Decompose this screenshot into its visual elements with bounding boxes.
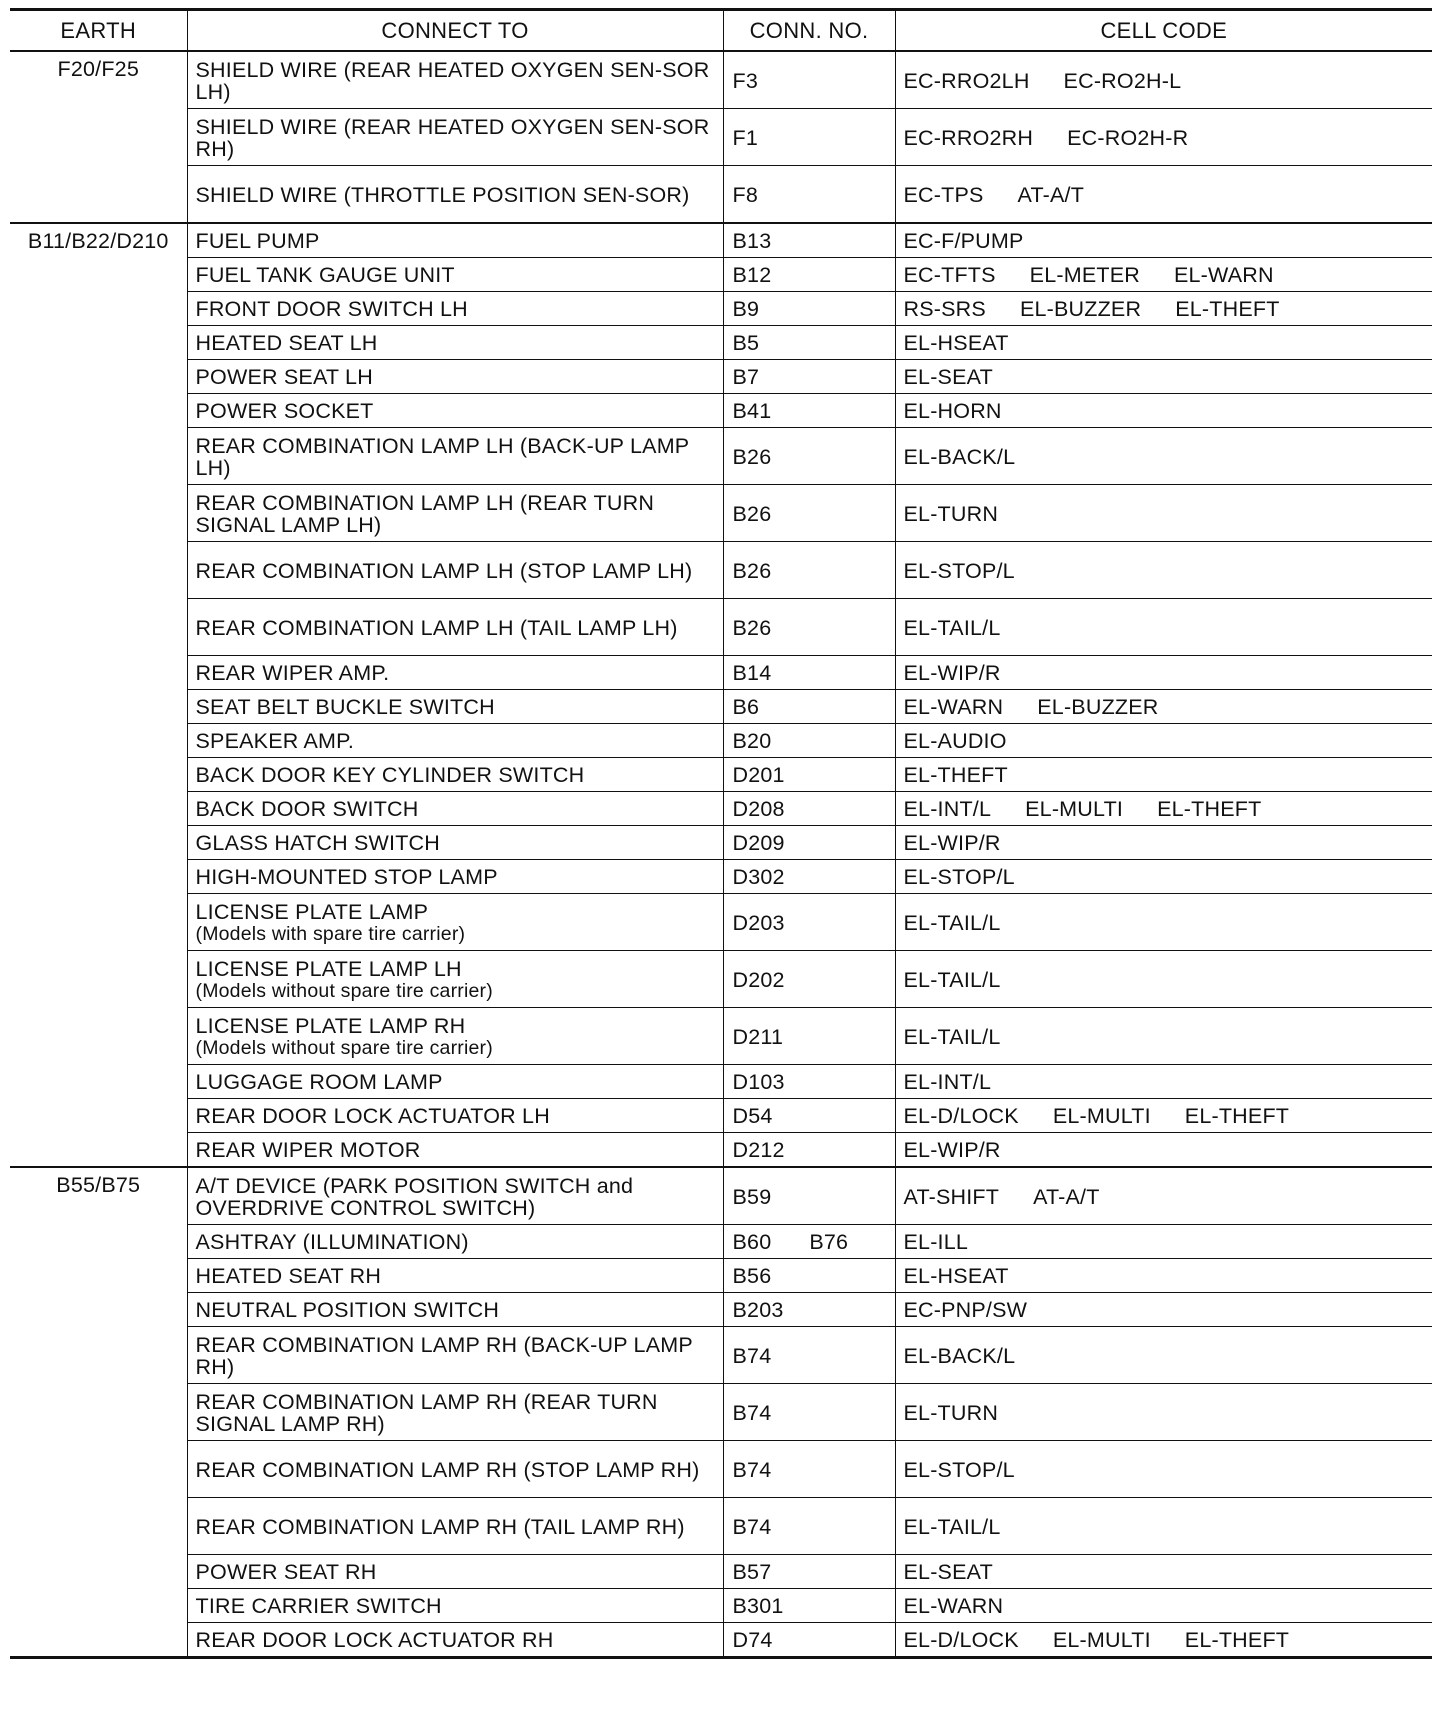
table-body (10, 51, 1432, 1658)
table-row (10, 326, 1432, 360)
cell-code: EL-BACK/L (903, 444, 1016, 469)
connector-number-cell (723, 656, 895, 690)
connector-number: D208 (732, 797, 785, 821)
connect-to-label: REAR COMBINATION LAMP RH (TAIL LAMP RH) (195, 1514, 685, 1539)
cell-code-cell (895, 656, 1432, 690)
cell-code-cell (895, 428, 1432, 485)
cell-code-cell (895, 1384, 1432, 1441)
table-row (10, 1167, 1432, 1225)
connect-to-cell (187, 894, 723, 951)
connector-number: D54 (732, 1104, 773, 1128)
cell-code: EL-STOP/L (903, 558, 1015, 583)
connect-to-label: REAR WIPER MOTOR (195, 1138, 421, 1162)
connector-number-cell (723, 1555, 895, 1589)
connect-to-cell (187, 1008, 723, 1065)
table-row (10, 223, 1432, 258)
connector-number: B20 (732, 729, 772, 753)
cell-code-cell (895, 894, 1432, 951)
earth-point-cell: F20/F25 (10, 51, 187, 223)
cell-code: EL-HSEAT (903, 1264, 1009, 1288)
connector-number-cell (723, 51, 895, 109)
connect-to-cell (187, 690, 723, 724)
cell-code: EL-AUDIO (903, 729, 1007, 753)
cell-code-cell (895, 1327, 1432, 1384)
cell-code: EC-RRO2LH (903, 68, 1030, 93)
cell-code-cell (895, 1133, 1432, 1168)
earth-connection-table (10, 8, 1432, 1659)
connect-to-label: SHIELD WIRE (THROTTLE POSITION SEN-SOR) (195, 182, 690, 207)
cell-code: AT-A/T (1017, 182, 1085, 207)
cell-code-cell (895, 394, 1432, 428)
connect-to-cell (187, 394, 723, 428)
connect-to-label: REAR COMBINATION LAMP LH (REAR TURN SIGNAL LAMP LH) (195, 490, 655, 537)
table-row (10, 485, 1432, 542)
cell-code: EC-RO2H-L (1063, 68, 1182, 93)
connector-number: D211 (732, 1024, 784, 1049)
cell-code: EL-THEFT (1184, 1628, 1290, 1652)
table-row (10, 1099, 1432, 1133)
table-row (10, 656, 1432, 690)
cell-code: EL-TAIL/L (903, 1024, 1001, 1049)
cell-code: EL-MULTI (1052, 1104, 1151, 1128)
connector-number-cell (723, 428, 895, 485)
cell-code-cell (895, 51, 1432, 109)
cell-code-cell (895, 166, 1432, 224)
connect-to-label: ASHTRAY (ILLUMINATION) (195, 1230, 469, 1254)
connector-number: B26 (732, 615, 772, 640)
connect-to-cell (187, 1133, 723, 1168)
connect-to-cell (187, 1259, 723, 1293)
cell-code: RS-SRS (903, 297, 986, 321)
cell-code: EC-TPS (903, 182, 984, 207)
connect-to-cell (187, 1065, 723, 1099)
table-row (10, 1225, 1432, 1259)
connect-to-label: LICENSE PLATE LAMP LH (195, 956, 462, 981)
connector-number-cell (723, 860, 895, 894)
connect-to-cell (187, 792, 723, 826)
connector-number: B14 (732, 661, 772, 685)
connector-number: D209 (732, 831, 785, 855)
table-row (10, 860, 1432, 894)
connect-to-label: POWER SOCKET (195, 399, 374, 423)
connect-to-label: SHIELD WIRE (REAR HEATED OXYGEN SEN-SOR RH) (195, 114, 710, 161)
connect-to-cell (187, 326, 723, 360)
cell-code: EL-METER (1029, 263, 1140, 287)
connector-number-cell (723, 109, 895, 166)
cell-code-cell (895, 292, 1432, 326)
connect-to-cell (187, 1225, 723, 1259)
cell-code-cell (895, 951, 1432, 1008)
connector-number: B74 (732, 1514, 772, 1539)
connect-to-label: REAR COMBINATION LAMP LH (TAIL LAMP LH) (195, 615, 678, 640)
cell-code-cell (895, 1441, 1432, 1498)
connector-number: D212 (732, 1138, 785, 1162)
cell-code: EL-THEFT (903, 763, 1008, 787)
cell-code: EL-TURN (903, 1400, 999, 1425)
connector-number: B74 (732, 1457, 772, 1482)
connector-number-cell (723, 690, 895, 724)
cell-code: EL-MULTI (1025, 797, 1124, 821)
connector-number-cell (723, 1623, 895, 1658)
cell-code: EL-THEFT (1184, 1104, 1290, 1128)
table-row (10, 51, 1432, 109)
cell-code-cell (895, 1623, 1432, 1658)
table-row (10, 258, 1432, 292)
connector-number-cell (723, 485, 895, 542)
cell-code-cell (895, 223, 1432, 258)
connect-to-cell (187, 223, 723, 258)
cell-code-cell (895, 1259, 1432, 1293)
connect-to-cell (187, 1498, 723, 1555)
connect-to-label: LUGGAGE ROOM LAMP (195, 1070, 443, 1094)
connector-number-cell (723, 1384, 895, 1441)
cell-code: EL-THEFT (1175, 297, 1280, 321)
connector-number-cell (723, 1327, 895, 1384)
connector-number-cell (723, 326, 895, 360)
connect-to-label: SEAT BELT BUCKLE SWITCH (195, 695, 495, 719)
connect-to-cell (187, 951, 723, 1008)
connect-to-cell (187, 1384, 723, 1441)
connector-number: B5 (732, 331, 760, 355)
cell-code-cell (895, 690, 1432, 724)
cell-code: EL-INT/L (903, 1070, 992, 1094)
connector-number-cell (723, 542, 895, 599)
connect-to-label: FUEL TANK GAUGE UNIT (195, 263, 455, 287)
cell-code-cell (895, 1225, 1432, 1259)
cell-code-cell (895, 1008, 1432, 1065)
connect-to-cell (187, 1441, 723, 1498)
connector-number-cell (723, 292, 895, 326)
header-conn-no: CONN. NO. (723, 10, 895, 52)
cell-code: EL-ILL (903, 1230, 969, 1254)
connect-to-cell (187, 758, 723, 792)
table-row (10, 428, 1432, 485)
cell-code: EL-TAIL/L (903, 967, 1001, 992)
connect-to-label: LICENSE PLATE LAMP RH (195, 1013, 466, 1038)
cell-code: EC-PNP/SW (903, 1298, 1028, 1322)
earth-point-cell: B11/B22/D210 (10, 223, 187, 1167)
connect-to-label: SPEAKER AMP. (195, 729, 355, 753)
cell-code: EL-TAIL/L (903, 910, 1001, 935)
connect-to-label: POWER SEAT RH (195, 1560, 377, 1584)
cell-code: EL-HSEAT (903, 331, 1009, 355)
connect-to-cell (187, 292, 723, 326)
table-row (10, 166, 1432, 224)
table-row (10, 1623, 1432, 1658)
cell-code: EL-WARN (1173, 263, 1274, 287)
connect-to-label: HIGH-MOUNTED STOP LAMP (195, 865, 498, 889)
cell-code-cell (895, 1555, 1432, 1589)
table-row (10, 292, 1432, 326)
connect-to-cell (187, 724, 723, 758)
cell-code: EL-WIP/R (903, 1138, 1001, 1162)
table-row (10, 826, 1432, 860)
cell-code: EL-SEAT (903, 365, 993, 389)
connector-number-cell (723, 1065, 895, 1099)
cell-code-cell (895, 542, 1432, 599)
header-connect-to: CONNECT TO (187, 10, 723, 52)
connector-number-cell (723, 792, 895, 826)
connect-to-cell (187, 109, 723, 166)
table-row (10, 1589, 1432, 1623)
connect-to-cell (187, 1167, 723, 1225)
cell-code: EL-THEFT (1157, 797, 1262, 821)
cell-code-cell (895, 826, 1432, 860)
connect-to-label: FUEL PUMP (195, 229, 320, 253)
connect-to-label: REAR COMBINATION LAMP LH (STOP LAMP LH) (195, 558, 693, 583)
connector-number-cell (723, 1225, 895, 1259)
table-row (10, 1327, 1432, 1384)
connect-to-label: REAR WIPER AMP. (195, 661, 390, 685)
connect-to-note: (Models without spare tire carrier) (195, 1036, 493, 1059)
connector-number-cell (723, 724, 895, 758)
table-row (10, 1441, 1432, 1498)
table-row (10, 724, 1432, 758)
connector-number-cell (723, 1167, 895, 1225)
connector-number: B26 (732, 444, 772, 469)
cell-code: EC-F/PUMP (903, 229, 1024, 253)
cell-code: AT-SHIFT (903, 1184, 1000, 1209)
table-row (10, 1498, 1432, 1555)
connect-to-cell (187, 1555, 723, 1589)
table-row (10, 1259, 1432, 1293)
connect-to-label: REAR DOOR LOCK ACTUATOR RH (195, 1628, 554, 1652)
cell-code: EL-TAIL/L (903, 615, 1001, 640)
header-cell-code: CELL CODE (895, 10, 1432, 52)
table-row (10, 1555, 1432, 1589)
connector-number-cell (723, 166, 895, 224)
connector-number: B26 (732, 501, 772, 526)
cell-code-cell (895, 258, 1432, 292)
connect-to-cell (187, 360, 723, 394)
connect-to-label: BACK DOOR SWITCH (195, 797, 419, 821)
table-row (10, 758, 1432, 792)
cell-code-cell (895, 758, 1432, 792)
connector-number: B9 (732, 297, 760, 321)
connect-to-cell (187, 542, 723, 599)
cell-code: EL-INT/L (903, 797, 992, 821)
cell-code-cell (895, 360, 1432, 394)
connector-number-cell (723, 758, 895, 792)
table-row (10, 599, 1432, 656)
connector-number-cell (723, 826, 895, 860)
cell-code-cell (895, 724, 1432, 758)
connector-number: B59 (732, 1184, 772, 1209)
connect-to-label: TIRE CARRIER SWITCH (195, 1594, 442, 1618)
connector-number: B6 (732, 695, 760, 719)
cell-code: EL-WARN (903, 1594, 1004, 1618)
connect-to-cell (187, 656, 723, 690)
connector-number-cell (723, 599, 895, 656)
cell-code: EL-BUZZER (1019, 297, 1142, 321)
connect-to-label: SHIELD WIRE (REAR HEATED OXYGEN SEN-SOR LH) (195, 57, 710, 104)
connector-number-cell (723, 1293, 895, 1327)
cell-code: EL-HORN (903, 399, 1002, 423)
cell-code: EC-TFTS (903, 263, 996, 287)
connector-number-cell (723, 1099, 895, 1133)
connector-number-cell (723, 1008, 895, 1065)
connector-number: D202 (732, 967, 785, 992)
connector-number: F3 (732, 68, 758, 93)
table-row (10, 109, 1432, 166)
cell-code: EL-WIP/R (903, 661, 1001, 685)
connect-to-cell (187, 826, 723, 860)
cell-code-cell (895, 1589, 1432, 1623)
cell-code: EL-SEAT (903, 1560, 993, 1584)
connector-number: F8 (732, 182, 758, 207)
connect-to-label: BACK DOOR KEY CYLINDER SWITCH (195, 763, 585, 787)
cell-code: EL-D/LOCK (903, 1628, 1019, 1652)
header-earth: EARTH (10, 10, 187, 52)
connector-number-cell (723, 223, 895, 258)
cell-code-cell (895, 1099, 1432, 1133)
cell-code: EL-WIP/R (903, 831, 1001, 855)
table-row (10, 542, 1432, 599)
connector-number: B57 (732, 1560, 772, 1584)
table-row (10, 1065, 1432, 1099)
table-row (10, 951, 1432, 1008)
cell-code: EC-RO2H-R (1067, 125, 1189, 150)
table-row (10, 1133, 1432, 1168)
cell-code: EL-BACK/L (903, 1343, 1016, 1368)
connector-number: D201 (732, 763, 785, 787)
table-row (10, 1008, 1432, 1065)
cell-code-cell (895, 109, 1432, 166)
connect-to-label: POWER SEAT LH (195, 365, 373, 389)
table-row (10, 690, 1432, 724)
connector-number: B301 (732, 1594, 784, 1618)
connector-number-cell (723, 894, 895, 951)
connect-to-label: REAR COMBINATION LAMP RH (STOP LAMP RH) (195, 1457, 700, 1482)
table-row (10, 792, 1432, 826)
connect-to-label: REAR COMBINATION LAMP RH (REAR TURN SIGNAL LAMP RH) (195, 1389, 658, 1436)
connector-number: B7 (732, 365, 760, 389)
connector-number: B60 (732, 1230, 772, 1254)
cell-code: EL-TAIL/L (903, 1514, 1001, 1539)
connector-number-cell (723, 1498, 895, 1555)
cell-code-cell (895, 792, 1432, 826)
connector-number-cell (723, 258, 895, 292)
connect-to-cell (187, 1623, 723, 1658)
connector-number-cell (723, 1259, 895, 1293)
connector-number: B74 (732, 1400, 772, 1425)
connector-number: B12 (732, 263, 772, 287)
connect-to-note: (Models without spare tire carrier) (195, 979, 493, 1002)
connect-to-label: HEATED SEAT LH (195, 331, 378, 355)
connector-number: B41 (732, 399, 772, 423)
table-row (10, 894, 1432, 951)
table-row (10, 360, 1432, 394)
connect-to-cell (187, 51, 723, 109)
connect-to-label: REAR DOOR LOCK ACTUATOR LH (195, 1104, 550, 1128)
connect-to-label: A/T DEVICE (PARK POSITION SWITCH and OVERDRIVE CONTROL SWITCH) (195, 1173, 634, 1220)
table-row (10, 1384, 1432, 1441)
connect-to-label: FRONT DOOR SWITCH LH (195, 297, 468, 321)
table-row (10, 394, 1432, 428)
cell-code: EL-MULTI (1052, 1628, 1151, 1652)
connect-to-cell (187, 258, 723, 292)
connect-to-label: HEATED SEAT RH (195, 1264, 382, 1288)
cell-code: EL-STOP/L (903, 865, 1015, 889)
connect-to-label: REAR COMBINATION LAMP RH (BACK-UP LAMP RH) (195, 1332, 693, 1379)
cell-code: EL-BUZZER (1037, 695, 1159, 719)
connect-to-label: GLASS HATCH SWITCH (195, 831, 440, 855)
connector-number: B26 (732, 558, 772, 583)
cell-code-cell (895, 1293, 1432, 1327)
cell-code: EC-RRO2RH (903, 125, 1034, 150)
cell-code: EL-WARN (903, 695, 1004, 719)
connector-number: B74 (732, 1343, 772, 1368)
connector-number: B56 (732, 1264, 772, 1288)
connector-number-cell (723, 360, 895, 394)
connect-to-note: (Models with spare tire carrier) (195, 922, 466, 945)
connector-number: F1 (732, 125, 758, 150)
table-row (10, 1293, 1432, 1327)
connector-number: D203 (732, 910, 785, 935)
connect-to-cell (187, 485, 723, 542)
connect-to-cell (187, 1327, 723, 1384)
connector-number: D74 (732, 1628, 773, 1652)
cell-code-cell (895, 326, 1432, 360)
connector-number-cell (723, 1133, 895, 1168)
connector-number-cell (723, 1441, 895, 1498)
cell-code: EL-STOP/L (903, 1457, 1015, 1482)
cell-code-cell (895, 485, 1432, 542)
cell-code: EL-D/LOCK (903, 1104, 1019, 1128)
earth-point-cell: B55/B75 (10, 1167, 187, 1658)
connector-number-cell (723, 1589, 895, 1623)
connect-to-cell (187, 599, 723, 656)
connect-to-label: LICENSE PLATE LAMP (195, 899, 429, 924)
connector-number: B13 (732, 229, 772, 253)
cell-code-cell (895, 1167, 1432, 1225)
cell-code: AT-A/T (1033, 1184, 1100, 1209)
cell-code: EL-TURN (903, 501, 999, 526)
cell-code-cell (895, 860, 1432, 894)
cell-code-cell (895, 1498, 1432, 1555)
cell-code-cell (895, 1065, 1432, 1099)
connector-number: D103 (732, 1070, 785, 1094)
connect-to-cell (187, 860, 723, 894)
connector-number: B203 (732, 1298, 784, 1322)
cell-code-cell (895, 599, 1432, 656)
connect-to-label: NEUTRAL POSITION SWITCH (195, 1298, 500, 1322)
table-header-row (10, 10, 1432, 52)
connect-to-cell (187, 1099, 723, 1133)
connector-number: D302 (732, 865, 785, 889)
connect-to-cell (187, 1293, 723, 1327)
connect-to-label: REAR COMBINATION LAMP LH (BACK-UP LAMP LH) (195, 433, 689, 480)
connector-number-cell (723, 951, 895, 1008)
connector-number-cell (723, 394, 895, 428)
connect-to-cell (187, 428, 723, 485)
connect-to-cell (187, 1589, 723, 1623)
connector-number: B76 (809, 1230, 849, 1254)
connect-to-cell (187, 166, 723, 224)
